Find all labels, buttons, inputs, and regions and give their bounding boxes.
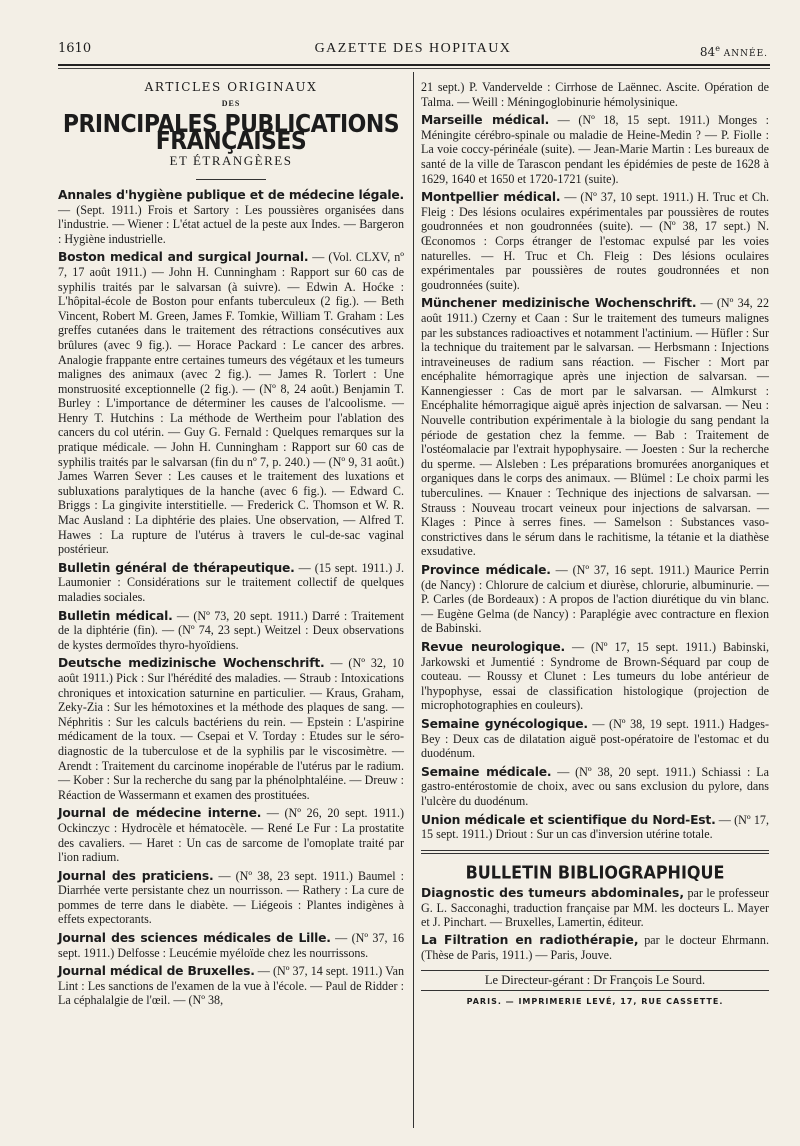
journal-entry bbox=[421, 765, 769, 809]
journal-name: Annales d'hygiène publique et de médecine légale. bbox=[58, 187, 404, 202]
journal-entry bbox=[421, 190, 769, 292]
journal-name: Union médicale et scientifique du Nord-Est. bbox=[421, 812, 716, 827]
page-number: 1610 bbox=[58, 41, 92, 56]
journal-name: Semaine médicale. bbox=[421, 764, 552, 779]
left-column bbox=[58, 80, 404, 1012]
journal-entry bbox=[421, 296, 769, 559]
book-details: par le professeur G. L. Sacconaghi, traduction française par MM. les docteurs L. Mayer et J. Pinchart. — Bruxelles, Lamertin, éditeur. bbox=[421, 886, 769, 930]
journal-name: Montpellier médical. bbox=[421, 190, 561, 205]
book-title: Diagnostic des tumeurs abdominales, bbox=[421, 886, 685, 901]
journal-name: Marseille médical. bbox=[421, 113, 550, 128]
book-details: par le docteur Ehrmann. (Thèse de Paris, 1911.) — Paris, Jouve. bbox=[421, 933, 769, 962]
journal-entry bbox=[58, 964, 404, 1008]
bulletin-entry-list bbox=[421, 886, 769, 962]
year-label: 84e ANNÉE. bbox=[699, 44, 768, 59]
entry-text: — (Nº 38, 23 sept. 1911.) Baumel : Diarrhée verte persistante chez un nourrisson. — Rathery : La cure de pommes de terre dans le diabète. — Liégeois : Plantes indigènes à effets expectorants. bbox=[58, 868, 404, 927]
bulletin-title: BULLETIN BIBLIOGRAPHIQUE bbox=[465, 861, 725, 883]
left-entry-list bbox=[58, 188, 404, 1008]
journal-entry bbox=[58, 869, 404, 927]
journal-entry bbox=[421, 640, 769, 713]
directeur-gerant-line: Le Directeur-gérant : Dr François Le Sourd. bbox=[421, 970, 769, 991]
journal-entry bbox=[58, 806, 404, 864]
journal-name: Revue neurologique. bbox=[421, 639, 565, 654]
bibliography-entry bbox=[421, 886, 769, 930]
section-heading: PRINCIPALES PUBLICATIONS FRANÇAISES bbox=[62, 110, 400, 156]
entry-text: — (Nº 37, 16 sept. 1911.) Delfosse : Leucémie myéloïde chez les nourrissons. bbox=[58, 931, 404, 960]
section-title: ARTICLES ORIGINAUX bbox=[144, 80, 318, 94]
journal-entry bbox=[58, 188, 404, 246]
printer-imprint: PARIS. — IMPRIMERIE LEVÉ, 17, RUE CASSETTE. bbox=[466, 996, 724, 1006]
journal-name: Journal de médecine interne. bbox=[58, 806, 262, 821]
journal-name: Journal des sciences médicales de Lille. bbox=[58, 931, 331, 946]
bibliography-entry bbox=[421, 933, 769, 962]
entry-text: — (Nº 34, 22 août 1911.) Czerny et Caan : Sur le traitement des tumeurs malignes par les substances radioactives et notamment l'actinium. — Hüfler : Sur la technique du traitement par le salvarsan. — Herbsmann : Injections intraveineuses de radium sans réaction. — Fischer : Mort par encéphalite hémorragique après une injection de salvarsan. — Kannengiesser : Cas de mort par le salvarsan. — Almkurst : Encéphalite hémorragique aiguë après injection de salvarsan. — Neu : Nouvelle contribution expérimentale à la biologie du sang pendant la période de gestation chez la femme. — Bab : Traitement de l'ostéomalacie par l'extrait hypophysaire. — Joesten : Sur la recherche du sperme. — Alsleben : Les préparations bromurées anorganiques et organiques dans le corps des animaux. — Blümel : Le choix parmi les tuberculines. — Knauer : Technique des injections de salvarsan. — Strauss : Nouveau trocart veineux pour injections de salvarsan. — Klages : Pince à serres fines. — Samelson : Substances vaso-constrictives dans le sérum dans le rachitisme, la tétanie et la diathèse exsudative. bbox=[421, 296, 769, 559]
journal-entry bbox=[421, 717, 769, 761]
journal-entry bbox=[421, 563, 769, 636]
section-separator bbox=[196, 179, 266, 180]
entry-text: — (Vol. CLXV, nº 7, 17 août 1911.) — John H. Cunningham : Rapport sur 60 cas de syphilis traités par le salvarsan (à suivre). — Edwin A. Hoćke : L'hôpital-école de Boston pour enfants tuberculeux (2 fig.). — Beth Vincent, Robert M. Green, James F. Tomkie, William T. Graham : Les greffes cutanées dans le traitement des rétractions consécutives aux brûlures (avec 9 fig.). — Horace Packard : Le cancer des arbres. Analogie frappante entre certaines tumeurs des végétaux et les tumeurs malignes des animaux (avec 2 fig.). — James R. Torlert : Une monstruosité exceptionnelle (2 fig.). — (Nº 8, 24 août.) Benjamin T. Burley : L'importance de déterminer les causes de l'alcoolisme. — Henry T. Hutchins : La méthode de Wertheim pour l'ablation des cancers du col utérin. — Guy G. Fernald : Quelques remarques sur la pratique médicale. — John H. Cunningham : Rapport sur 60 cas de syphilis traités par le salvarsan (fin du nº 7, p. 240.) — (Nº 9, 31 août.) James Warren Sever : Les causes et le traitement des luxations et subluxations paralytiques de la hanche (avec 6 fig.). — Edward C. Briggs : La gingivite interstitielle. — Frederick C. Thomson et W. R. Mac Ausland : La diphtérie des plaies. Une observation, — Alfred T. Hawes : La rupture de l'utérus à travers le cul-de-sac vaginal postérieur. bbox=[58, 250, 404, 557]
journal-name: Journal des praticiens. bbox=[58, 868, 214, 883]
entry-text: — (Nº 38, 20 sept. 1911.) Schiassi : La gastro-entérostomie de choix, avec ou sans exclusion du pylore, dans l'ulcère du duodénum. bbox=[421, 764, 769, 808]
header-rule bbox=[58, 64, 770, 66]
entry-text: — (Nº 26, 20 sept. 1911.) Ockinczyc : Hydrocèle et hématocèle. — René Le Fur : La prostatite des cavaliers. — Haret : Un cas de sarcome de l'omoplate traité par l'ion radium. bbox=[58, 806, 404, 865]
entry-text: — (Nº 38, 19 sept. 1911.) Hadges-Bey : Deux cas de dilatation aiguë post-opératoire de l'estomac et du duodénum. bbox=[421, 716, 769, 761]
bulletin-rule bbox=[421, 850, 769, 851]
section-subheading: ET ÉTRANGÈRES bbox=[169, 153, 293, 169]
entry-text: — (Nº 37, 14 sept. 1911.) Van Lint : Les sanctions de l'examen de la vue à l'école. — Paul de Ridder : La céphalalgie de l'œil. — (Nº 38, bbox=[58, 964, 404, 1008]
entry-text: — (15 sept. 1911.) J. Laumonier : Considérations sur le traitement collectif de quelques maladies sociales. bbox=[58, 560, 404, 604]
right-column bbox=[421, 80, 769, 1009]
entry-text: — (Nº 17, 15 sept. 1911.) Driout : Sur un cas d'inversion utérine totale. bbox=[421, 812, 769, 842]
journal-name: Bulletin médical. bbox=[58, 608, 173, 623]
journal-entry bbox=[58, 931, 404, 960]
journal-name: Münchener medizinische Wochenschrift. bbox=[421, 296, 697, 311]
journal-name: Bulletin général de thérapeutique. bbox=[58, 560, 295, 575]
journal-entry bbox=[58, 561, 404, 605]
entry-text: — (Nº 18, 15 sept. 1911.) Monges : Méningite cérébro-spinale ou maladie de Heine-Medin ? — P. Fiolle : La voie coccy-périnéale (suite). — Jean-Marie Martin : Les bureaux de santé de la ville de Tarascon pendant les épidémies de peste de 1628 à 1629, 1640 et 1650 et 1720-1721 (suite). bbox=[421, 113, 769, 186]
journal-name: Journal médical de Bruxelles. bbox=[58, 964, 255, 979]
running-header bbox=[58, 41, 768, 63]
entry-text: — (Nº 37, 10 sept. 1911.) H. Truc et Ch. Fleig : Des lésions oculaires expérimentales par poussières de routes goudronnées et non goudronnées (suite). — (Nº 38, 17 sept.) N. Œconomos : Corps étranger de l'estomac expulsé par les voies naturelles. — H. Truc et Ch. Fleig : Des lésions oculaires expérimentales par poussières de routes goudronnées et non goudronnées (suite). bbox=[421, 190, 770, 292]
book-title: La Filtration en radiothérapie, bbox=[421, 933, 639, 948]
header-rule-thin bbox=[58, 68, 770, 69]
journal-entry bbox=[421, 813, 769, 842]
entry-text: — (Sept. 1911.) Frois et Sartory : Les poussières organisées dans l'industrie. — Wiener : L'état actuel de la peste aux Indes. — Bargeron : Hygiène industrielle. bbox=[58, 202, 404, 246]
entry-text: — (Nº 32, 10 août 1911.) Pick : Sur l'hérédité des maladies. — Straub : Intoxications chroniques et intoxication saturnine en particulier. — Kraus, Graham, Zeky-Zia : Sur les hémotoxines et la méthode des plaques de sang. — Néphritis : Sur les calculs bactériens du rein. — Epstein : L'aspirine médicament de la toux. — Csepai et V. Torday : Etudes sur le séro-diagnostic de la tuberculose et de la syphilis par le viscosimètre. — Arendt : Traitement du carcinome inopérable de l'utérus par le radium. — Kober : Sur la recherche du sang par la phénolphtaléine. — Dreuw : Réaction de Wassermann et examen des prostituées. bbox=[58, 656, 404, 802]
bulletin-rule-thin bbox=[421, 853, 769, 854]
journal-entry bbox=[58, 656, 404, 802]
right-entry-list bbox=[421, 113, 769, 842]
column-divider bbox=[413, 72, 414, 1128]
section-des: DES bbox=[221, 98, 241, 108]
entry-text: — (Nº 17, 15 sept. 1911.) Babinski, Jarkowski et Jumentié : Syndrome de Brown-Séquard par coup de couteau. — Roussy et Clunet : Les tumeurs du lobe antérieur de l'hypophyse, essai de classification histologique (projection de microphotographies en couleurs). bbox=[421, 639, 769, 713]
journal-entry bbox=[58, 609, 404, 653]
entry-text: — (Nº 37, 16 sept. 1911.) Maurice Perrin (de Nancy) : Chlorure de calcium et diurèse, chlorurie, albuminurie. — P. Carles (de Bordeaux) : A propos de l'action diurétique du vin blanc. — Eugène Gelma (de Nancy) : Paraplégie avec contracture en flexion de Babinski. bbox=[421, 563, 769, 636]
journal-title: GAZETTE DES HOPITAUX bbox=[314, 41, 512, 56]
journal-entry bbox=[58, 250, 404, 556]
journal-entry bbox=[421, 113, 769, 186]
entry-text: — (Nº 73, 20 sept. 1911.) Darré : Traitement de la diphtérie (fin). — (Nº 74, 23 sept.) Weitzel : Deux observations de kystes dermoïdes thyro-hyoïdiens. bbox=[58, 608, 404, 652]
continued-entry: 21 sept.) P. Vandervelde : Cirrhose de Laënnec. Ascite. Opération de Talma. — Weill : Méningoglobinurie hémolysinique. bbox=[421, 80, 769, 109]
journal-name: Province médicale. bbox=[421, 563, 551, 577]
journal-name: Semaine gynécologique. bbox=[421, 716, 588, 731]
journal-name: Boston medical and surgical Journal. bbox=[58, 250, 309, 265]
journal-name: Deutsche medizinische Wochenschrift. bbox=[58, 656, 325, 671]
